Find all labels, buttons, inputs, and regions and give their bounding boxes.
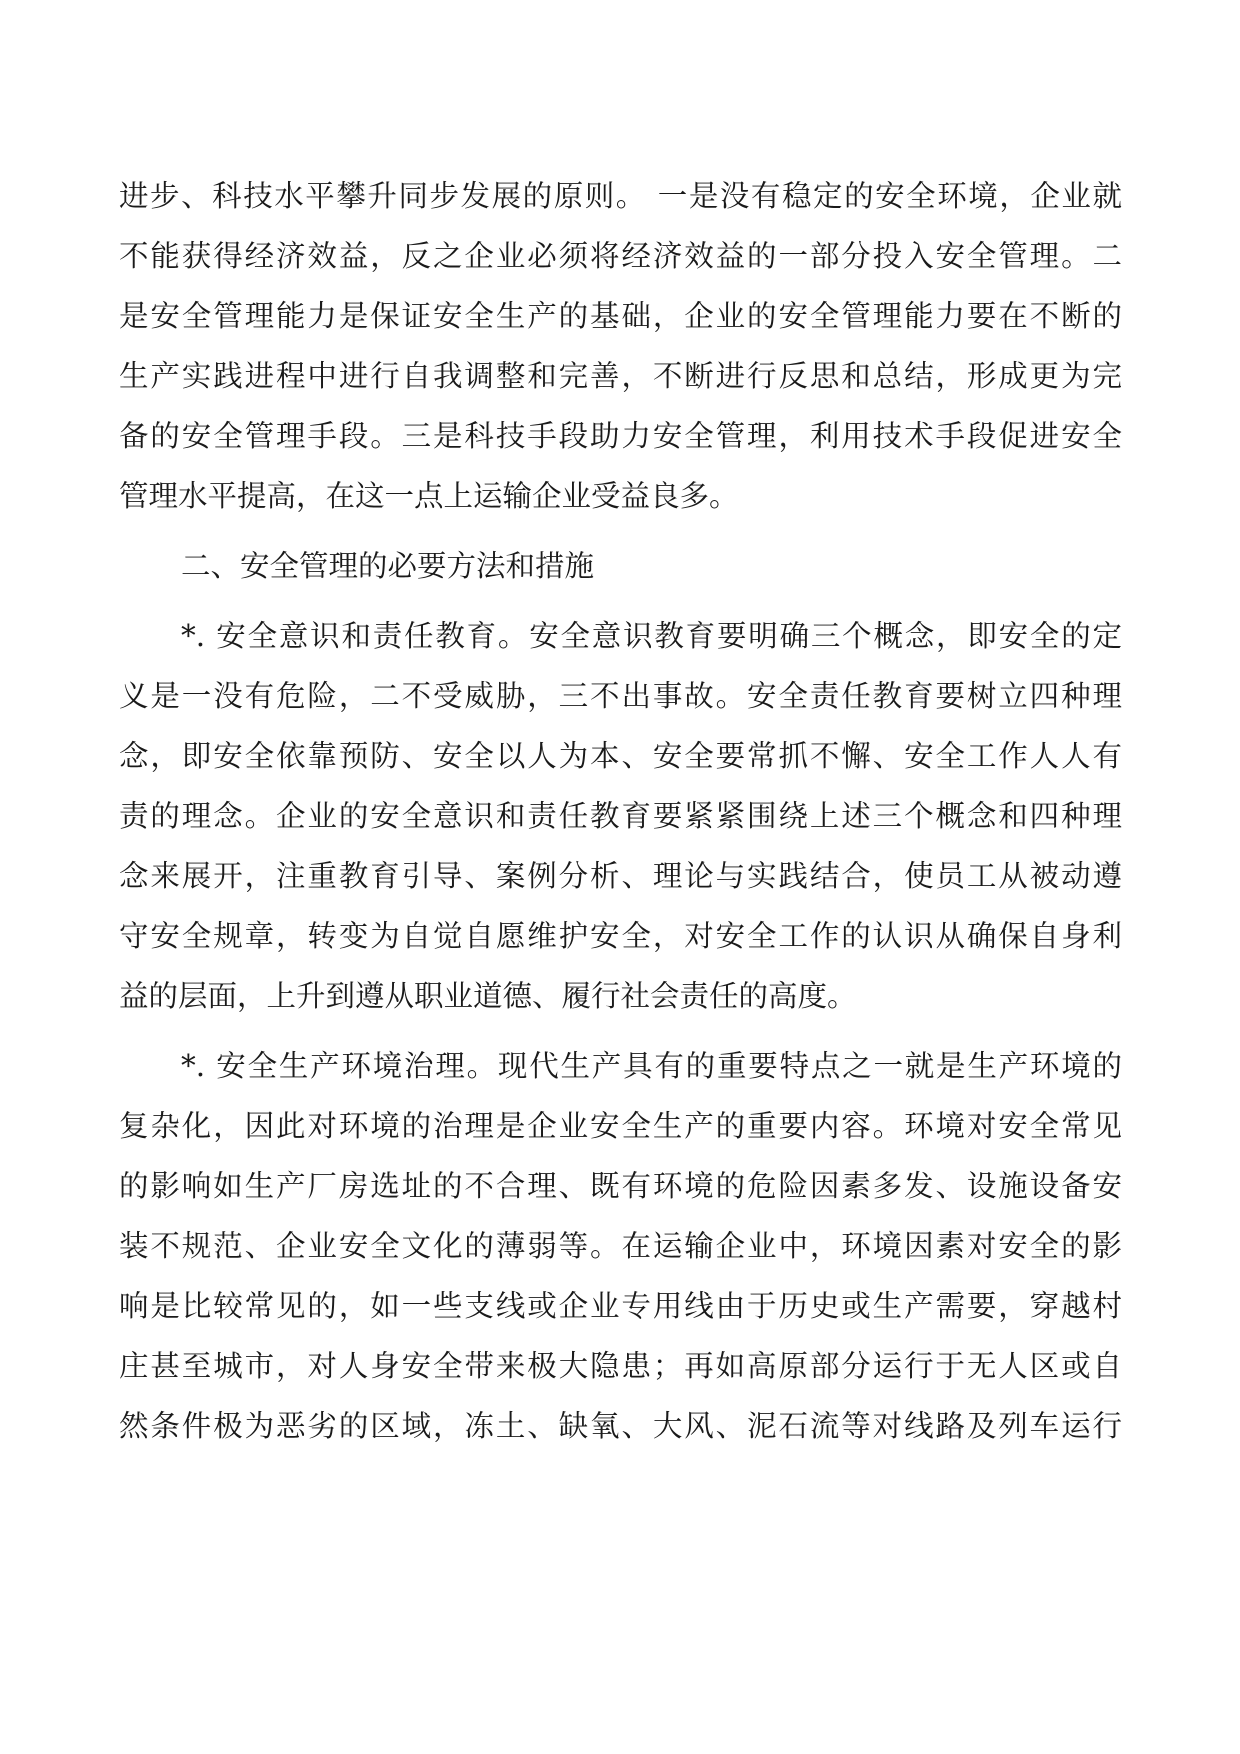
section-heading: 二、安全管理的必要方法和措施	[181, 549, 595, 583]
text-line: 的影响如生产厂房选址的不合理、既有环境的危险因素多发、设施设备安	[119, 1169, 1122, 1203]
text-line: 生产实践进程中进行自我调整和完善，不断进行反思和总结，形成更为完	[119, 359, 1122, 393]
document-body	[119, 166, 1122, 1456]
paragraph-environment-governance	[119, 1036, 1122, 1456]
text-line: 责的理念。企业的安全意识和责任教育要紧紧围绕上述三个概念和四种理	[119, 799, 1122, 833]
text-line: 复杂化，因此对环境的治理是企业安全生产的重要内容。环境对安全常见	[119, 1109, 1122, 1143]
text-line: 念，即安全依靠预防、安全以人为本、安全要常抓不懈、安全工作人人有	[119, 739, 1122, 773]
text-line: 守安全规章，转变为自觉自愿维护安全，对安全工作的认识从确保自身利	[119, 919, 1122, 953]
text-line: *. 安全生产环境治理。现代生产具有的重要特点之一就是生产环境的	[181, 1049, 1122, 1083]
text-line: 义是一没有危险，二不受威胁，三不出事故。安全责任教育要树立四种理	[119, 679, 1122, 713]
text-line: *. 安全意识和责任教育。安全意识教育要明确三个概念，即安全的定	[181, 619, 1122, 653]
text-line: 响是比较常见的，如一些支线或企业专用线由于历史或生产需要，穿越村	[119, 1289, 1122, 1323]
text-line: 庄甚至城市，对人身安全带来极大隐患；再如高原部分运行于无人区或自	[119, 1349, 1122, 1383]
paragraph-principles	[119, 166, 1122, 526]
text-line: 管理水平提高，在这一点上运输企业受益良多。	[119, 479, 739, 513]
text-line: 不能获得经济效益，反之企业必须将经济效益的一部分投入安全管理。二	[119, 239, 1122, 273]
text-line: 备的安全管理手段。三是科技手段助力安全管理，利用技术手段促进安全	[119, 419, 1122, 453]
text-line: 是安全管理能力是保证安全生产的基础，企业的安全管理能力要在不断的	[119, 299, 1122, 333]
text-line: 念来展开，注重教育引导、案例分析、理论与实践结合，使员工从被动遵	[119, 859, 1122, 893]
paragraph-awareness-education	[119, 606, 1122, 1026]
text-line: 进步、科技水平攀升同步发展的原则。 一是没有稳定的安全环境，企业就	[119, 179, 1122, 213]
text-line: 装不规范、企业安全文化的薄弱等。在运输企业中，环境因素对安全的影	[119, 1229, 1122, 1263]
text-line: 然条件极为恶劣的区域，冻土、缺氧、大风、泥石流等对线路及列车运行	[119, 1409, 1122, 1443]
text-line: 益的层面，上升到遵从职业道德、履行社会责任的高度。	[119, 979, 857, 1013]
